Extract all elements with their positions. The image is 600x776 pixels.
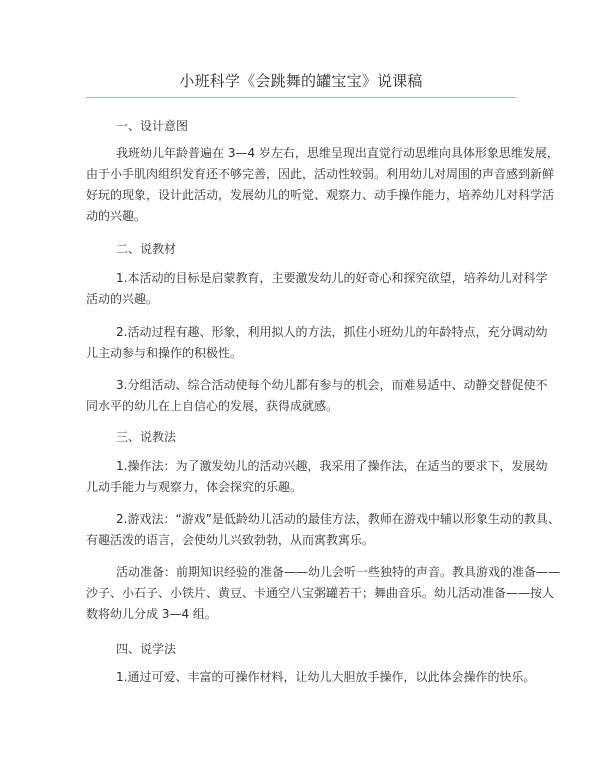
paragraph-teaching-2 <box>86 509 560 551</box>
text-line: 我班幼儿年龄普遍在 3—4 岁左右，思维呈现出直觉行动思维向具体形象思维发展， <box>116 146 559 160</box>
section-heading-materials: 二、说教材 <box>116 242 177 256</box>
text-line: 1.本活动的目标是启蒙教育，主要激发幼儿的好奇心和探究欲望，培养幼儿对科学 <box>116 271 548 285</box>
text-line: 2.活动过程有趣、形象，利用拟人的方法，抓住小班幼儿的年龄特点，充分调动幼 <box>116 325 548 339</box>
text-line: 沙子、小石子、小铁片、黄豆、卡通空八宝粥罐若干；舞曲音乐。幼儿活动准备——按人 <box>86 586 555 600</box>
text-line: 儿主动参与和操作的积极性。 <box>86 346 243 360</box>
section-heading-learning-methods: 四、说学法 <box>116 642 177 656</box>
section-heading-teaching-methods: 三、说教法 <box>116 430 177 444</box>
text-line: 动的兴趣。 <box>86 209 147 223</box>
paragraph-teaching-1 <box>86 456 548 498</box>
text-line: 3.分组活动、综合活动使每个幼儿都有参与的机会，而难易适中、动静交替促使不 <box>116 378 548 392</box>
text-line: 2.游戏法：“游戏”是低龄幼儿活动的最佳方法，教师在游戏中辅以形象生动的教具、 <box>116 512 560 526</box>
text-line: 同水平的幼儿在上自信心的发展，获得成就感。 <box>86 399 339 413</box>
document-title: 小班科学《会跳舞的罐宝宝》说课稿 <box>179 72 423 90</box>
text-line: 活动准备：前期知识经验的准备——幼儿会听一些独特的声音。教具游戏的准备—— <box>116 565 561 579</box>
paragraph-materials-1 <box>86 268 548 310</box>
text-line: 儿动手能力与观察力，体会探究的乐趣。 <box>86 480 303 494</box>
text-line: 活动的兴趣。 <box>86 292 159 306</box>
text-line: 有趣活泼的语言，会使幼儿兴致勃勃，从而寓教寓乐。 <box>86 533 375 547</box>
text-line: 数将幼儿分成 3—4 组。 <box>86 607 217 621</box>
text-line: 1.通过可爱、丰富的可操作材料，让幼儿大胆放手操作，以此体会操作的快乐。 <box>116 670 536 684</box>
text-line: 由于小手肌肉组织发育还不够完善，因此，活动性较弱。利用幼儿对周围的声音感到新鲜 <box>86 167 555 181</box>
paragraph-design-intent <box>86 143 559 227</box>
text-line: 好玩的现象，设计此活动，发展幼儿的听觉、观察力、动手操作能力，培养幼儿对科学活 <box>86 188 555 202</box>
paragraph-materials-3 <box>86 375 548 417</box>
title-underline <box>86 97 516 98</box>
paragraph-activity-preparation <box>86 562 561 625</box>
paragraph-materials-2 <box>86 322 548 364</box>
text-line: 1.操作法：为了激发幼儿的活动兴趣，我采用了操作法，在适当的要求下，发展幼 <box>116 459 548 473</box>
section-heading-design-intent: 一、设计意图 <box>116 119 189 133</box>
paragraph-learning-1 <box>86 667 536 688</box>
